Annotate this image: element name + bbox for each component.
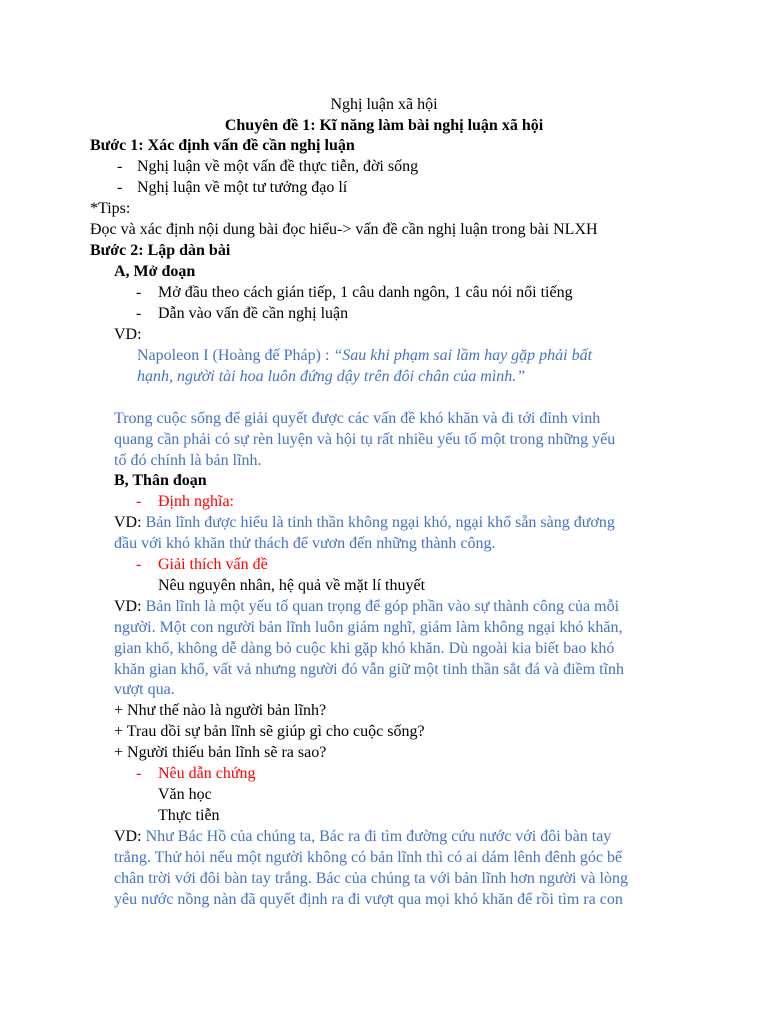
quote-author: Napoleon I (Hoàng đế Pháp) :: [137, 347, 334, 364]
body-heading: B, Thân đoạn: [114, 472, 207, 489]
vd-prefix: VD:: [114, 828, 142, 845]
explain-sub: Nêu nguyên nhân, hệ quả về mặt lí thuyết: [158, 577, 426, 594]
step1-heading: Bước 1: Xác định vấn đề cần nghị luận: [90, 137, 355, 154]
intro-paragraph-line: Trong cuộc sống để giải quyết được các vấn đề khó khăn và đi tới đỉnh vinh: [114, 410, 601, 427]
explain-text: gian khổ, không dễ dàng bỏ cuộc khi gặp khó khăn. Dù ngoài kia biết bao khó: [114, 640, 615, 657]
step1-item: Nghị luận về một tư tưởng đạo lí: [137, 179, 348, 196]
tips-text: Đọc và xác định nội dung bài đọc hiểu-> vấn đề cần nghị luận trong bài NLXH: [90, 221, 598, 238]
intro-paragraph-line: quang cần phải có sự rèn luyện và hội tụ rất nhiều yếu tố một trong những yếu: [114, 431, 616, 448]
step2-heading: Bước 2: Lập dàn bài: [90, 242, 231, 259]
question-item: + Như thế nào là người bản lĩnh?: [114, 702, 327, 719]
step1-item: Nghị luận về một vấn đề thực tiễn, đời sống: [137, 158, 419, 175]
explain-text: vượt qua.: [114, 681, 175, 698]
evidence-text: trắng. Thử hỏi nếu một người không có bản lĩnh thì có ai dám lênh đênh góc bể: [114, 849, 623, 866]
intro-item: Mở đầu theo cách gián tiếp, 1 câu danh ngôn, 1 câu nói nổi tiếng: [158, 284, 573, 301]
intro-item: Dẫn vào vấn đề cần nghị luận: [158, 305, 349, 322]
explain-label: Giải thích vấn đề: [158, 556, 268, 573]
question-item: + Người thiếu bản lĩnh sẽ ra sao?: [114, 744, 327, 761]
evidence-label: Nêu dẫn chứng: [158, 765, 256, 782]
explain-text: khăn gian khổ, vất vả nhưng người đó vẫn giữ một tinh thần sắt đá và điềm tĩnh: [114, 661, 624, 678]
bullet-dash: -: [136, 284, 142, 301]
evidence-line: [114, 827, 611, 847]
bullet-dash: -: [136, 765, 142, 782]
vd-prefix: VD:: [114, 598, 142, 615]
definition-label: Định nghĩa:: [158, 493, 234, 510]
bullet-dash: -: [117, 158, 123, 175]
evidence-text: Như Bác Hồ của chúng ta, Bác ra đi tìm đường cứu nước với đôi bàn tay: [141, 828, 612, 845]
definition-text: Bản lĩnh được hiểu là tinh thần không ngại khó, ngại khổ sẵn sàng đương: [141, 514, 615, 531]
bullet-dash: -: [136, 493, 142, 510]
evidence-text: yêu nước nồng nàn đã quyết định ra đi vượt qua mọi khó khăn để rồi tìm ra con: [114, 891, 623, 908]
bullet-dash: -: [136, 556, 142, 573]
quote-line: [137, 346, 592, 366]
quote-text: “Sau khi phạm sai lầm hay gặp phải bất: [333, 347, 593, 364]
question-item: + Trau dồi sự bản lĩnh sẽ giúp gì cho cuộc sống?: [114, 723, 425, 740]
bullet-dash: -: [136, 305, 142, 322]
bullet-dash: -: [117, 179, 123, 196]
tips-label: *Tips:: [90, 200, 131, 217]
explain-text: Bản lĩnh là một yếu tố quan trọng để góp phần vào sự thành công của mỗi: [141, 598, 620, 615]
definition-text: đầu với khó khăn thử thách để vươn đến những thành công.: [114, 535, 496, 552]
quote-text: hạnh, người tài hoa luôn đứng dậy trên đôi chân của mình.”: [137, 368, 526, 385]
evidence-sub: Văn học: [158, 786, 212, 803]
explain-text: người. Một con người bản lĩnh luôn giám nghĩ, giám làm không ngại khó khăn,: [114, 619, 623, 636]
evidence-text: chân trời với đôi bàn tay trắng. Bác của chúng ta với bản lĩnh hơn người và lòng: [114, 870, 628, 887]
vd-prefix: VD:: [114, 514, 142, 531]
explain-line: [114, 597, 619, 617]
definition-line: [114, 513, 615, 533]
document-subtitle: Chuyên đề 1: Kĩ năng làm bài nghị luận xã hội: [224, 117, 544, 134]
evidence-sub: Thực tiễn: [158, 807, 220, 824]
intro-heading: A, Mở đoạn: [114, 263, 196, 280]
intro-paragraph-line: tố đó chính là bản lĩnh.: [114, 452, 262, 469]
vd-label: VD:: [114, 326, 142, 343]
document-title: Nghị luận xã hội: [330, 96, 438, 113]
